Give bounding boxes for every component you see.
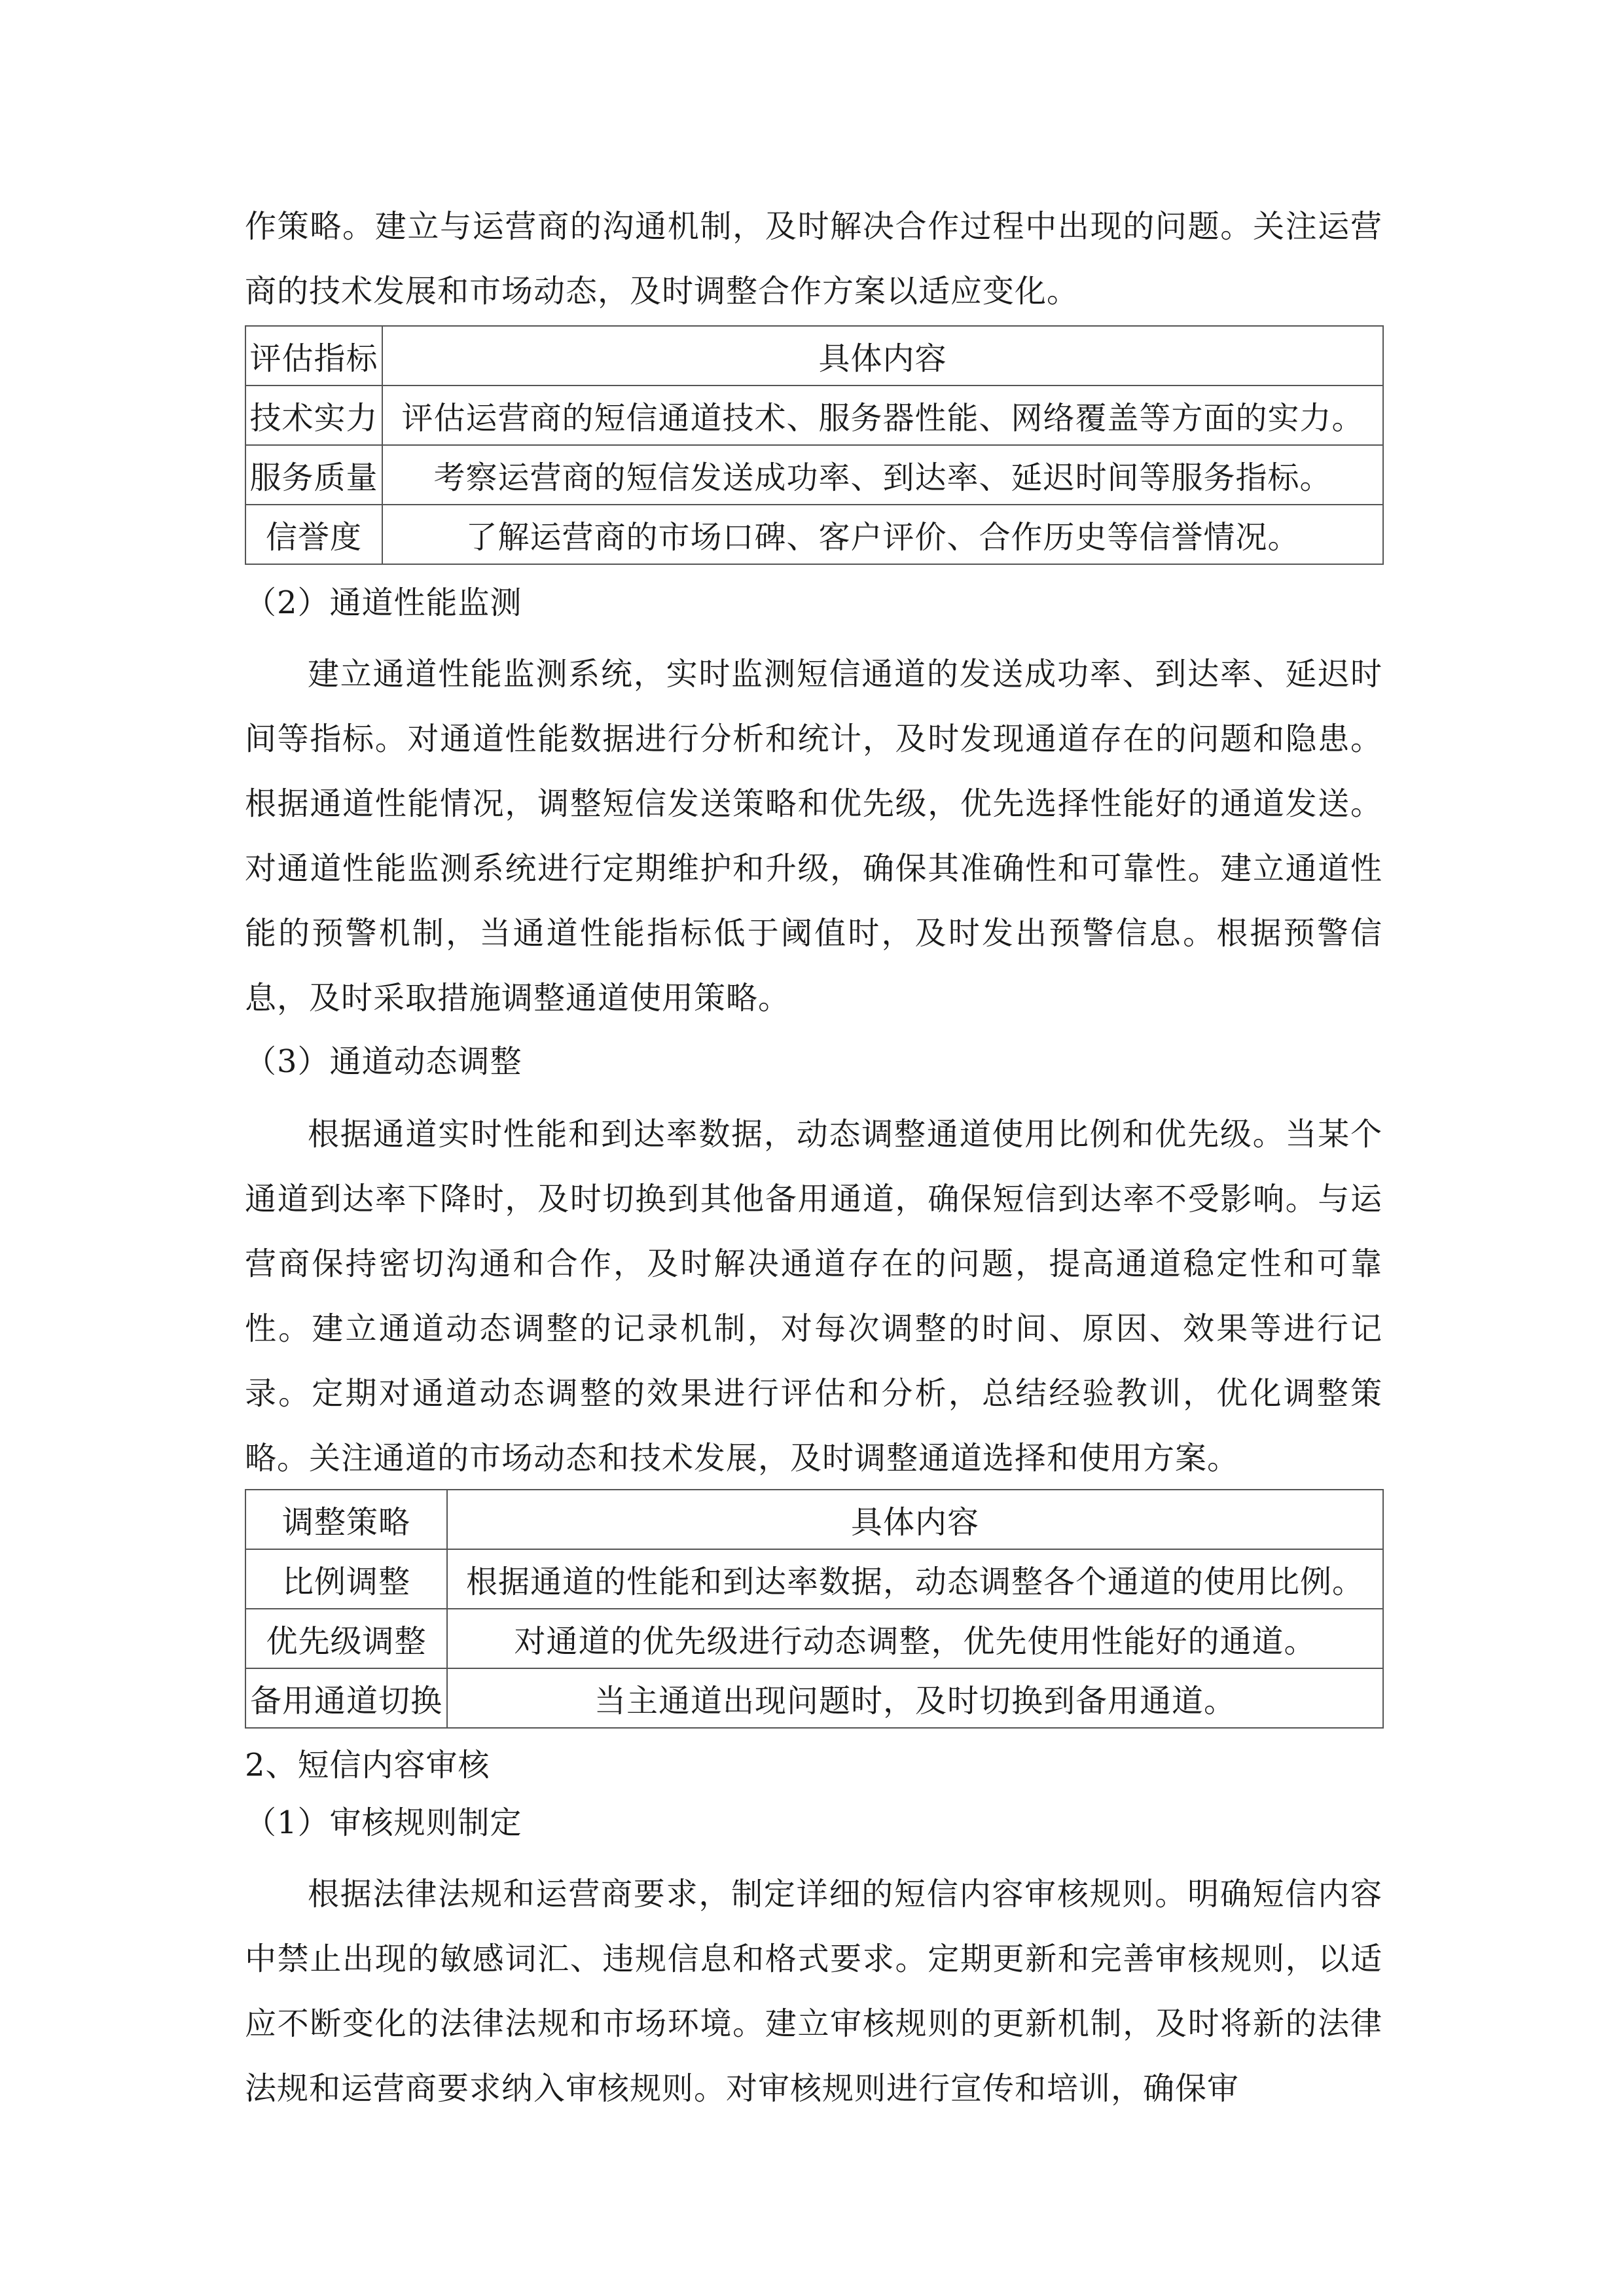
table-header-cell: 调整策略 [245,1490,447,1549]
adjustment-paragraph: 根据通道实时性能和到达率数据，动态调整通道使用比例和优先级。当某个通道到达率下降时，及时切换到其他备用通道，确保短信到达率不受影响。与运营商保持密切沟通和合作，及时解决通道存在的问题，提高通道稳定性和可靠性。建立通道动态调整的记录机制，对每次调整的时间、原因、效果等进行记录。定期对通道动态调整的效果进行评估和分析，总结经验教训，优化调整策略。关注通道的市场动态和技术发展，及时调整通道选择和使用方案。 [245,1116,1382,1477]
section-heading-adjustment: （3）通道动态调整 [245,1043,522,1080]
section-heading-monitoring: （2）通道性能监测 [245,584,522,621]
table-row [245,386,1383,445]
table-cell: 服务质量 [245,445,382,505]
subsection-heading-rules: （1）审核规则制定 [245,1804,522,1841]
table-header-cell: 具体内容 [382,326,1383,386]
section-heading-review: 2、短信内容审核 [245,1747,490,1784]
table-row [245,445,1383,505]
table-cell: 评估运营商的短信通道技术、服务器性能、网络覆盖等方面的实力。 [382,386,1383,445]
table-header-row [245,326,1383,386]
table-cell: 技术实力 [245,386,382,445]
table-cell: 优先级调整 [245,1609,447,1668]
table-cell: 当主通道出现问题时，及时切换到备用通道。 [447,1668,1383,1728]
table-header-row [245,1490,1383,1549]
table-cell: 了解运营商的市场口碑、客户评价、合作历史等信誉情况。 [382,505,1383,564]
table-cell: 考察运营商的短信发送成功率、到达率、延迟时间等服务指标。 [382,445,1383,505]
evaluation-table [245,325,1384,565]
table-cell: 信誉度 [245,505,382,564]
table-header-cell: 具体内容 [447,1490,1383,1549]
table-cell: 比例调整 [245,1549,447,1609]
table-cell: 根据通道的性能和到达率数据，动态调整各个通道的使用比例。 [447,1549,1383,1609]
review-paragraph: 根据法律法规和运营商要求，制定详细的短信内容审核规则。明确短信内容中禁止出现的敏感词汇、违规信息和格式要求。定期更新和完善审核规则，以适应不断变化的法律法规和市场环境。建立审核规则的更新机制，及时将新的法律法规和运营商要求纳入审核规则。对审核规则进行宣传和培训，确保审 [245,1876,1382,2107]
adjustment-table [245,1489,1384,1729]
table-row [245,505,1383,564]
monitoring-paragraph: 建立通道性能监测系统，实时监测短信通道的发送成功率、到达率、延迟时间等指标。对通道性能数据进行分析和统计，及时发现通道存在的问题和隐患。根据通道性能情况，调整短信发送策略和优先级，优先选择性能好的通道发送。对通道性能监测系统进行定期维护和升级，确保其准确性和可靠性。建立通道性能的预警机制，当通道性能指标低于阈值时，及时发出预警信息。根据预警信息，及时采取措施调整通道使用策略。 [245,656,1382,1016]
table-header-cell: 评估指标 [245,326,382,386]
table-row [245,1668,1383,1728]
table-row [245,1609,1383,1668]
table-row [245,1549,1383,1609]
intro-paragraph: 作策略。建立与运营商的沟通机制，及时解决合作过程中出现的问题。关注运营商的技术发展和市场动态，及时调整合作方案以适应变化。 [245,208,1382,310]
table-cell: 对通道的优先级进行动态调整，优先使用性能好的通道。 [447,1609,1383,1668]
table-cell: 备用通道切换 [245,1668,447,1728]
